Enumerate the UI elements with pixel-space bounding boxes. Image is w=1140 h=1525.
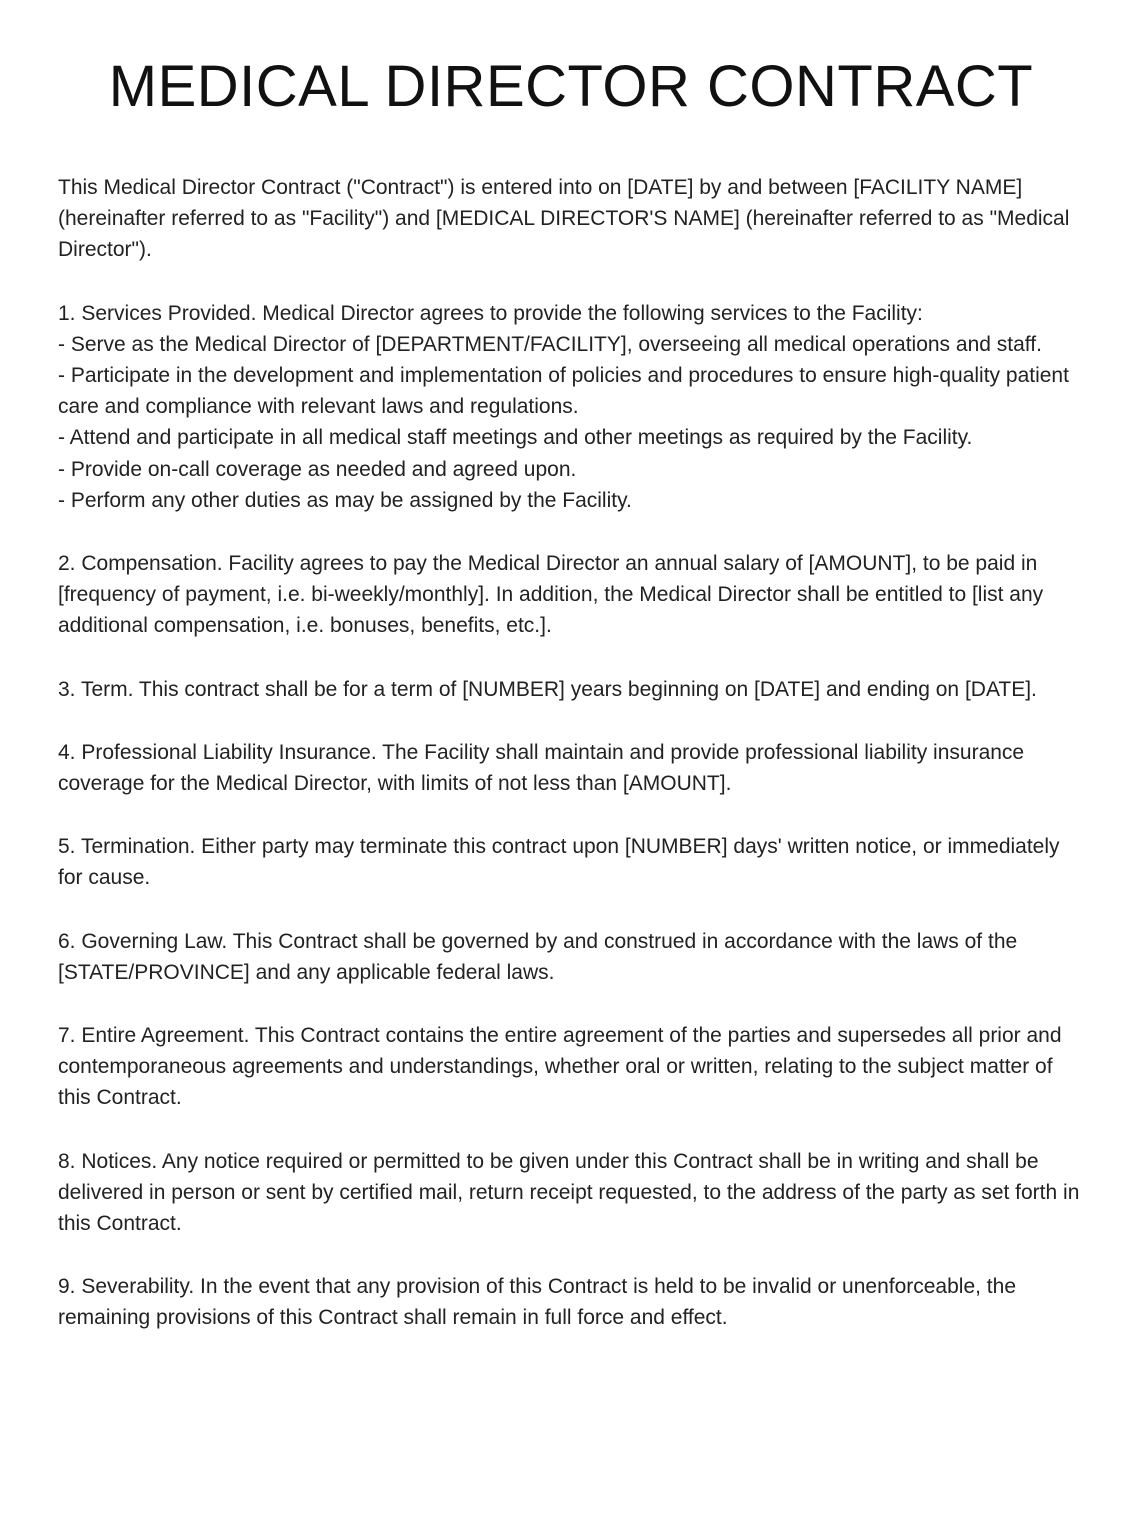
term-paragraph: 3. Term. This contract shall be for a term of [NUMBER] years beginning on [DATE] and ending on [DATE]. [58,677,1037,701]
document-title: MEDICAL DIRECTOR CONTRACT [108,54,1034,119]
insurance-paragraph: 4. Professional Liability Insurance. The Facility shall maintain and provide professional liability insurance coverage for the Medical Director, with limits of not less than [AMOUNT]. [58,740,1025,796]
intro-paragraph: This Medical Director Contract ("Contract") is entered into on [DATE] by and between [FACILITY NAME] (hereinafter referred to as "Facility") and [MEDICAL DIRECTOR'S NAME] (hereinafter referred to as "Medical Director"). [58,176,1070,262]
services-item: - Provide on-call coverage as needed and agreed upon. [58,457,577,481]
services-item: - Participate in the development and implementation of policies and procedures to ensure high-quality patient care and compliance with relevant laws and regulations. [58,364,1069,419]
services-item: - Attend and participate in all medical staff meetings and other meetings as required by the Facility. [58,426,973,450]
services-section [58,298,1084,516]
severability-paragraph: 9. Severability. In the event that any provision of this Contract is held to be invalid or unenforceable, the remaining provisions of this Contract shall remain in full force and effect. [58,1275,1017,1330]
governing-law-paragraph: 6. Governing Law. This Contract shall be governed by and construed in accordance with the laws of the [STATE/PROVINCE] and any applicable federal laws. [58,929,1018,984]
notices-paragraph: 8. Notices. Any notice required or permitted to be given under this Contract shall be in writing and shall be delivered in person or sent by certified mail, return receipt requested, to the address of the party as set forth in this Contract. [58,1149,1080,1236]
compensation-paragraph: 2. Compensation. Facility agrees to pay the Medical Director an annual salary of [AMOUNT], to be paid in [frequency of payment, i.e. bi-weekly/monthly]. In addition, the Medical Director shall be entitled to [list any additional compensation, i.e. bonuses, benefits, etc.]. [58,552,1044,638]
termination-paragraph: 5. Termination. Either party may terminate this contract upon [NUMBER] days' written notice, or immediately for cause. [58,835,1060,890]
services-item: - Perform any other duties as may be assigned by the Facility. [58,488,632,512]
services-item: - Serve as the Medical Director of [DEPARTMENT/FACILITY], overseeing all medical operations and staff. [58,332,1042,356]
services-heading: 1. Services Provided. Medical Director agrees to provide the following services to the Facility: [58,301,923,325]
entire-agreement-paragraph: 7. Entire Agreement. This Contract contains the entire agreement of the parties and supersedes all prior and contemporaneous agreements and understandings, whether oral or written, relating to the subject matter of this Contract. [58,1024,1062,1110]
